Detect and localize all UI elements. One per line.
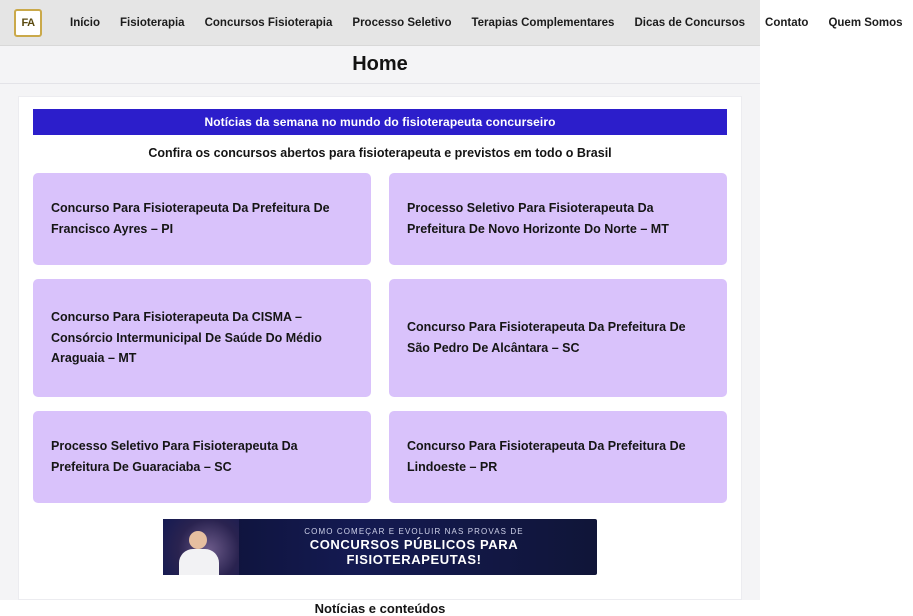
ad-line-2: CONCURSOS PÚBLICOS PARA <box>309 536 519 552</box>
content-card <box>18 96 742 616</box>
post-title: Concurso Para Fisioterapeuta Da Prefeitura De Francisco Ayres – PI <box>51 201 330 236</box>
page-title-band <box>0 46 760 84</box>
nav-items <box>60 11 913 35</box>
list-item[interactable] <box>33 173 371 265</box>
post-title: Processo Seletivo Para Fisioterapeuta Da Prefeitura De Guaraciaba – SC <box>51 439 298 474</box>
post-title: Concurso Para Fisioterapeuta Da Prefeitura De São Pedro De Alcântara – SC <box>407 320 686 355</box>
ad-text <box>239 527 597 568</box>
post-title: Processo Seletivo Para Fisioterapeuta Da Prefeitura De Novo Horizonte Do Norte – MT <box>407 201 669 236</box>
list-item[interactable] <box>389 173 727 265</box>
post-title: Concurso Para Fisioterapeuta Da CISMA – Consórcio Intermunicipal De Saúde Do Médio Araguaia – MT <box>51 310 322 366</box>
nav-item-contato[interactable]: Contato <box>765 16 809 29</box>
page-body <box>0 84 760 616</box>
news-banner-strip: Notícias da semana no mundo do fisioterapeuta concurseiro <box>33 109 727 135</box>
nav-item-dicas-de-concursos[interactable]: Dicas de Concursos <box>634 16 746 29</box>
section-subheading: Confira os concursos abertos para fisioterapeuta e previstos em todo o Brasil <box>148 146 612 160</box>
page-title: Home <box>352 53 408 75</box>
post-title: Concurso Para Fisioterapeuta Da Prefeitura De Lindoeste – PR <box>407 439 686 474</box>
nav-item-quem-somos[interactable]: Quem Somos <box>828 16 903 29</box>
posts-grid <box>33 173 727 503</box>
news-section-heading: Notícias e conteúdos <box>314 601 446 616</box>
nav-item-terapias-complementares[interactable]: Terapias Complementares <box>471 16 615 29</box>
nav-item-processo-seletivo[interactable]: Processo Seletivo <box>352 16 452 29</box>
ad-line-3: FISIOTERAPEUTAS! <box>346 551 482 567</box>
list-item[interactable] <box>389 411 727 503</box>
ad-banner[interactable] <box>163 519 597 575</box>
nav-item-inicio[interactable]: Início <box>70 16 101 29</box>
ad-line-1: COMO COMEÇAR E EVOLUIR NAS PROVAS DE <box>304 526 524 536</box>
nav-item-concursos-fisioterapia[interactable]: Concursos Fisioterapia <box>204 16 333 29</box>
ad-person-photo <box>163 519 239 575</box>
nav-item-fisioterapia[interactable]: Fisioterapia <box>120 16 185 29</box>
list-item[interactable] <box>33 411 371 503</box>
list-item[interactable] <box>389 279 727 397</box>
top-navigation-bar <box>0 0 903 46</box>
site-logo[interactable]: FA <box>14 9 42 37</box>
ad-banner-wrapper <box>33 519 727 575</box>
list-item[interactable] <box>33 279 371 397</box>
